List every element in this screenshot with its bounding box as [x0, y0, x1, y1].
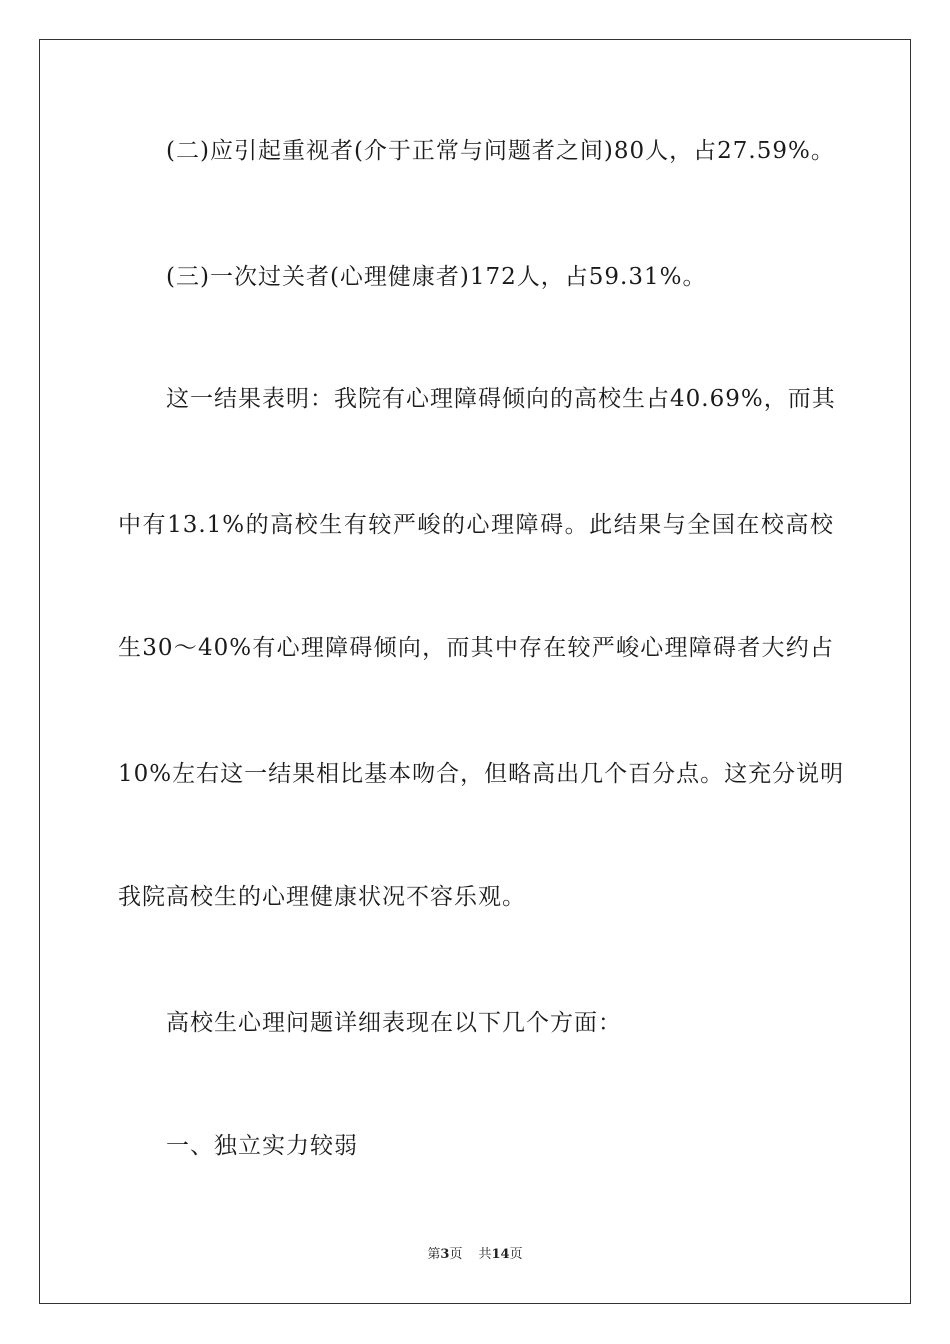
total-pages: 14	[491, 1247, 510, 1262]
paragraph-line: 这一结果表明：我院有心理障碍倾向的高校生占40.69%，而其	[166, 386, 836, 412]
page-footer	[0, 1246, 950, 1264]
section-heading: 一、独立实力较弱	[166, 1133, 358, 1159]
page-suffix: 页	[449, 1247, 463, 1262]
paragraph-line: 生30～40%有心理障碍倾向，而其中存在较严峻心理障碍者大约占	[118, 635, 834, 661]
paragraph-line: 我院高校生的心理健康状况不容乐观。	[118, 884, 526, 910]
paragraph-line: (三)一次过关者(心理健康者)172人，占59.31%。	[166, 264, 707, 290]
page-number: 3	[440, 1247, 450, 1262]
total-prefix: 共	[478, 1247, 492, 1262]
page-border	[39, 39, 911, 1304]
paragraph-line: 中有13.1%的高校生有较严峻的心理障碍。此结果与全国在校高校	[118, 512, 834, 538]
total-suffix: 页	[509, 1247, 523, 1262]
paragraph-line: 高校生心理问题详细表现在以下几个方面：	[166, 1010, 622, 1036]
paragraph-line: (二)应引起重视者(介于正常与问题者之间)80人，占27.59%。	[166, 138, 835, 164]
paragraph-line: 10%左右这一结果相比基本吻合，但略高出几个百分点。这充分说明	[118, 761, 845, 787]
page-prefix: 第	[427, 1247, 441, 1262]
